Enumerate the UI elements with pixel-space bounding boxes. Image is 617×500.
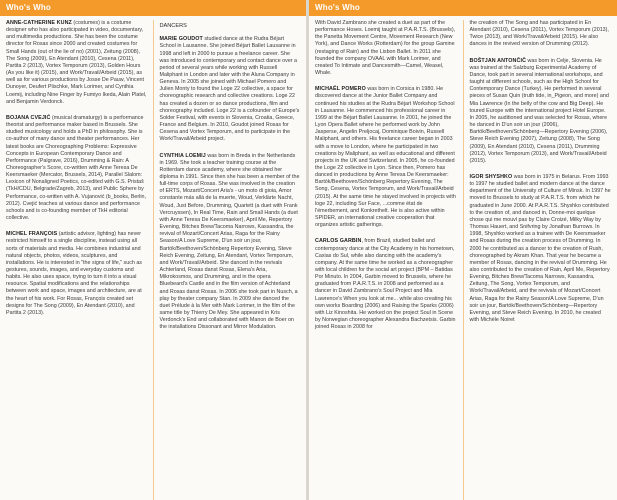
bio-text: (musical dramaturgy) is a performance theorist and performance maker based in Brussels. She studied musicology and holds a PhD in philosophy. She is co-author of many dance and theater performances. Her latest books are Choreographing Problems: Expressive Concepts in European Contemporary Dance and Performance (Palgrave, 2016), Drumming & Rain: A Choreographer's Score, co-written with Anne Teresa De Keersmaeker (Mercator, Brussels, 2014), Parallel Slalom: Lexicon of Nonaligned Poetics, co-edited with G.S. Pristaš (TkH/CDU, Belgrade/Zagreb, 2013), and Public Sphere by Performance, co-written with A. Vujanović (b_books, Berlin, 2012). Cvejić teaches at various dance and performance schools and is co-founding member of TkH editorial collective. (6, 114, 146, 222)
bio-name: IGOR SHYSHKO (469, 173, 513, 180)
bio-entry (6, 20, 147, 106)
right-page (309, 0, 617, 500)
bio-entry (315, 86, 457, 229)
page-header: Who's Who (0, 0, 306, 16)
bio-text: With David Zambrano she created a duet as part of the performance Hoses. Loemij taught at P.A.R.T.S. (Brussels), the Panetta Movement Centre, Movement Research (New York), and Dance Works (Rotterdam) for the group Gamine (restaging of Rain) and the Lisbon Ballet. In 2011 she founded the company OVAAL with Mark Lorimer, and created To Intimate and Dancesmith—Camel, Weasel, Whale. (315, 20, 456, 77)
bio-name: MARIE GOUDOT (159, 36, 203, 43)
right-columns (309, 20, 617, 500)
bio-text: (costumes) is a costume designer who has also participated in video, documentary, and multimedia productions. She has been the costume director for Rosas since 2000 and created costumes for Small Hands (out of the lie of no) (2001), Zeitung (2008), The Song (2009), En Atendant (2010), Cesena (2011), Partita 2 (2013), Vortex Temporum (2013), Golden Hours (As you like it) (2015), and Work/Travail/Arbeid (2015), as well as for various productions by Josse De Pauw, Vincent Dunoyer, Deufert Plischke, Mark Lorimer, and Cynthia Loemij, including Nine Finger by Fumiyo Ikeda, Alain Platel, and Benjamin Verdonck. (6, 20, 147, 105)
left-page (0, 0, 306, 500)
bio-text: , from Brazil, studied ballet and contemporary dance at the City Academy in his hometown, Caxias do Sul, while also dancing with the academy's company. At the same time he worked as a choreographer with local children for the social art project (BPM – Batidas Por Minuto. In 2004, Garbin moved to Brussels, where he graduated from P.A.R.T.S. in 2008 and performed as a dancer in David Zambrano's Soul Project and Mia Lawrence's When you look at me... while also creating his own works Boarding (2006) and Raising the Sparks (2006) with Liz Kinoshita. He worked on the project Soul in Scene by Norwegian choreographer Alexandra Bachzetsis. Garbin joined Rosas in 2008 for (315, 238, 456, 331)
left-col-2 (153, 20, 307, 500)
bio-entry (470, 20, 612, 49)
bio-name: BOŠTJAN ANTONČIČ (469, 57, 527, 64)
page-header: Who's Who (309, 0, 617, 16)
bio-name: CARLOS GARBIN (315, 238, 362, 245)
bio-text: studied dance at the Rudra Béjart School in Lausanne. She joined Béjart Ballet Lausanne in 1998 and left in 2000 to pursue a freelance career. She was introduced to contemporary and contact dance over a period of several years while working with Russell Maliphant in London and later with the Aluna Company in Geneva. In 2005 she joined with Michael Pomero and Julien Monty to found the Loge 22 collective, a space for choreographic research and collective creations. Loge 22 has created a dozen or so dance productions, film and choreography included. Loge 22 is a cofounder of Europe's Solder Festival, with events in Slovenia, Croatia, Greece, France and Belgium. In 2010, Goudot joined Rosas for Cesena and Vortex Temporum, and to participate in the Work/Travail/Arbeid project. (159, 36, 300, 143)
bio-entry (470, 174, 612, 324)
bio-entry (470, 58, 612, 165)
bio-text: was born in Breda in the Netherlands in 1969. She took a teacher training course at the Rotterdam dance academy, where she obtained her diploma in 1991. Since then she has been a member of the full-time corps of Rosas. She was involved in the creation of ERTS, Mozart/Concert Aria's - un moto di gioia, Amor constante más allá de la muerte, Woud, Verklärte Nacht, Woud, Just Before, Drumming, Quartett (a duet with Frank Vercruyssen), In Real Time, Rain and Small Hands (a duet with Anne Teresa De Keersmaeker), April Me, Repertory Evening, Bitches Brew/Tacoma Narrows, Kassandra, the revival of Mozart/Concert Arias, Raga for the Rainy Season/A Love Supreme, D'un soir un jour, Bartók/Beethoven/Schönberg Repertory Evening, Steve Reich Evening, Zeitung, En Atendant, Vortex Temporum, and Work/Travail/Arbeid. She danced in the revivals Achterland, Rosas danst Rosas, Elena's Aria, Mikrokosmos, and Drumming, and in the opera Bluebeard's Castle and in the film version of Achterland and Rosas danst Rosas. In 2006 she took part in Nusch, a play by theater company Stan. In 2009 she danced the duet Prélude à la Mer with Mark Lorimer, in the film of the same title by Thierry De Mey. She appeared in Kris Verdonck's End and collaborated with Manon de Boer on the installations Dissonant and Mirror Modulation. (159, 152, 300, 331)
bio-text: the creation of The Song and has participated in En Atendant (2010), Cesena (2011), Vortex Temporum (2013), Twice (2013), and Work/Travail/Arbeid (2015). He also dances in the revived version of Drumming (2012). (469, 20, 609, 48)
bio-entry (6, 115, 147, 222)
right-col-2 (463, 20, 617, 500)
left-col-1 (0, 20, 153, 500)
bio-name: ANNE-CATHERINE KUNZ (6, 20, 72, 26)
bio-name: MICHEL FRANÇOIS (6, 231, 58, 238)
bio-text: was born in Celje, Slovenia. He was trained at the Salzburg Experimental Academy of Dance, took part in several international workshops, and taught at different schools, such as the High School for Contemporary Dance (Turkey). He performed in several pieces of Susan Quin (truth tide, in_Pigeon, and more) and Mia Lawrence (In the belly of the cow and Big Deep). He toured Europe with the international project Hotel Europe. In 2005, he auditioned and was selected for Rosas, where he danced in D'un soir un jour (2006), Bartók/Beethoven/Schönberg—Repertory Evening (2006), Steve Reich Evening (2007), Zeitung (2008), The Song (2009), En Atendant (2010), Cesena (2011), Drumming (2012), Vortex Temporum (2013), and Work/Travail/Arbeid (2015). (469, 57, 609, 164)
bio-entry (6, 231, 147, 317)
right-col-1 (309, 20, 463, 500)
bio-entry (160, 36, 301, 143)
bio-text: was born in Corsica in 1980. He discovered dance at the Junior Ballet Company and continued his studies at the Rudra Béjart Workshop School in Lausanne. He commenced his professional career in 1999 at the Béjart Ballet Lausanne. In 2001, he joined the Lyon Opera Ballet where he performed work by John Jasperse, Angelin Preljocaj, Dominique Boivin, Russell Maliphant, and others. His freelance career began in 2003 with a move to London, where he participated in two creations by Maliphant, as well as educational and different projects in the UK and Switzerland. In 2005, he co-founded the Loge 22 collective in Lyon. Since then, Pomero has danced in productions by Anne Teresa De Keersmaeker: Bartók/Beethoven/Schönberg Repertory Evening, The Song, Cesena, Vortex Temporum, and Work/Travail/Arbeid (2015). At the same time he stayed involved in projects with loge 22, including Sur Face, ...comme état de l'émerbement, and Konkrethelt. He is also active within SPIDER, an international creative cooperation that organizes artistic gatherings. (315, 86, 456, 229)
section-heading: DANCERS (159, 23, 187, 29)
left-columns (0, 20, 306, 500)
bio-name: CYNTHIA LOEMIJ (159, 152, 206, 159)
bio-text: (artistic advisor, lighting) has never restricted himself to a single discipline, instead using all sorts of materials and media. He combines industrial and natural objects, photos, videos, sculptures, and installations. He is interested in "the signs of life," such as gestures, sounds, images, and everyday customs and habits. He also uses space, trying to turn it into a visual resource. Spatial modifications and the relationships between work and space, images and architecture, are at the heart of his work. For Rosas, François created set designs for The Song (2009), En Atendant (2010), and Partita 2 (2013). (6, 231, 142, 316)
bio-entry (315, 238, 457, 331)
bio-text: was born in 1975 in Belarus. From 1993 to 1997 he studied ballet and modern dance at the dance department of the University of Culture of Minsk. In 1997 he moved to Brussels to study at P.A.R.T.S. from which he graduated in June 2000. At P.A.R.T.S. Shyshko contributed to the creation of, and danced in, Donne-moi quelque chose qui me mouvl pas by Claire Croizé, Milky Way by Thomas Hauert, and Snifvring by Jonathan Burrows. In 1998, Shyshko worked as a trainee with De Keersmaeker and Rosas during the creation process of Drumming. In 2000 he contributed as a dancer to the creation of Rush, choreographed by Akram Khan. That year he became a member of Rosas, dancing in the revival of Drumming. He also contributed to the creation of Rain, April Me, Repertory Evening, Bitches Brew/Tacoma Narrows, Kassandra, Zeitung, The Song, Vortex Temporum, and Work/Travail/Arbeid, and the revivals of Mozart/Concert Arias, Raga for the Rainy Season/A Love Supreme, D'un soir un jour, Bartók/Beethoven/Schönberg—Repertory Evening, and Steve Reich Evening. In 2010, he created with Michèle Noiret (469, 173, 611, 324)
bio-name: BOJANA CVEJIĆ (6, 114, 51, 121)
bio-entry (160, 153, 301, 332)
bio-name: MICHAËL POMERO (315, 86, 366, 93)
bio-entry (315, 20, 457, 77)
